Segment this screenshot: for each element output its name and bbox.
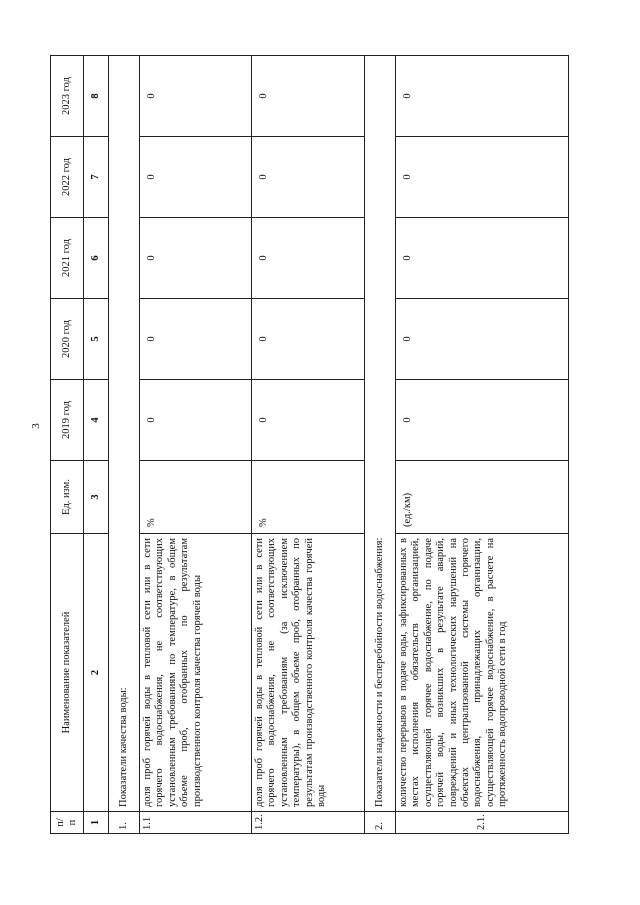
- header-year-2022: 2022 год: [51, 137, 84, 218]
- indicators-table: [50, 55, 569, 834]
- row-value: 0: [140, 299, 252, 380]
- row-unit: (ед./км): [396, 461, 569, 534]
- column-number: 8: [84, 56, 109, 137]
- row-name: доля проб горячей воды в тепловой сети или в сети горячего водоснабжения, не соответствующих установленным требованиям по температуре, в общем объеме проб, отобранных по результатам производственного контроля качества горячей воды: [140, 534, 252, 812]
- indicators-table-rotated: [50, 56, 547, 834]
- row-value: 0: [140, 56, 252, 137]
- row-value: 0: [396, 218, 569, 299]
- row-value: 0: [140, 380, 252, 461]
- row-value: 0: [252, 137, 365, 218]
- row-value: 0: [252, 299, 365, 380]
- section-row: [365, 56, 396, 834]
- header-name: Наименование показателей: [51, 534, 84, 812]
- section-title: Показатели качества воды:: [109, 56, 140, 812]
- row-value: 0: [396, 56, 569, 137]
- row-value: 0: [140, 218, 252, 299]
- row-value: 0: [252, 56, 365, 137]
- table-row: [140, 56, 252, 834]
- column-number: 1: [84, 812, 109, 834]
- column-number-row: [84, 56, 109, 834]
- row-name: количество перерывов в подаче воды, зафиксированных в местах исполнения обязательств организацией, осуществляющей горячее водоснабжение, по подаче горячей воды, возникших в результате аварий, повреждений и иных технологических нарушений на объектах централизованной системы горячего водоснабжения, принадлежащих организации, осуществляющей горячее водоснабжение, в расчете на протяженность водопроводной сети в год: [396, 534, 569, 812]
- header-year-2019: 2019 год: [51, 380, 84, 461]
- header-year-2023: 2023 год: [51, 56, 84, 137]
- header-year-2020: 2020 год: [51, 299, 84, 380]
- column-number: 4: [84, 380, 109, 461]
- header-num: п/п: [51, 812, 84, 834]
- section-title: Показатели надежности и бесперебойности водоснабжения:: [365, 56, 396, 812]
- section-num: 2.: [365, 812, 396, 834]
- column-number: 5: [84, 299, 109, 380]
- page-number: 3: [30, 423, 42, 429]
- row-unit: %: [140, 461, 252, 534]
- column-number: 3: [84, 461, 109, 534]
- row-num: 1.1: [140, 812, 252, 834]
- row-value: 0: [252, 380, 365, 461]
- column-number: 2: [84, 534, 109, 812]
- header-unit: Ед. изм.: [51, 461, 84, 534]
- row-unit: %: [252, 461, 365, 534]
- table-row: [252, 56, 365, 834]
- table-row: [396, 56, 569, 834]
- section-num: 1.: [109, 812, 140, 834]
- row-value: 0: [396, 137, 569, 218]
- column-number: 6: [84, 218, 109, 299]
- row-value: 0: [396, 380, 569, 461]
- row-value: 0: [252, 218, 365, 299]
- row-num: 1.2.: [252, 812, 365, 834]
- column-number: 7: [84, 137, 109, 218]
- header-year-2021: 2021 год: [51, 218, 84, 299]
- section-row: [109, 56, 140, 834]
- row-num: 2.1.: [396, 812, 569, 834]
- header-row: [51, 56, 84, 834]
- row-value: 0: [396, 299, 569, 380]
- row-value: 0: [140, 137, 252, 218]
- row-name: доля проб горячей воды в тепловой сети или в сети горячего водоснабжения, не соответствующих установленным требованиям (за исключением температуры), в общем объеме проб, отобранных по результатам производственного контроля качества горячей воды: [252, 534, 365, 812]
